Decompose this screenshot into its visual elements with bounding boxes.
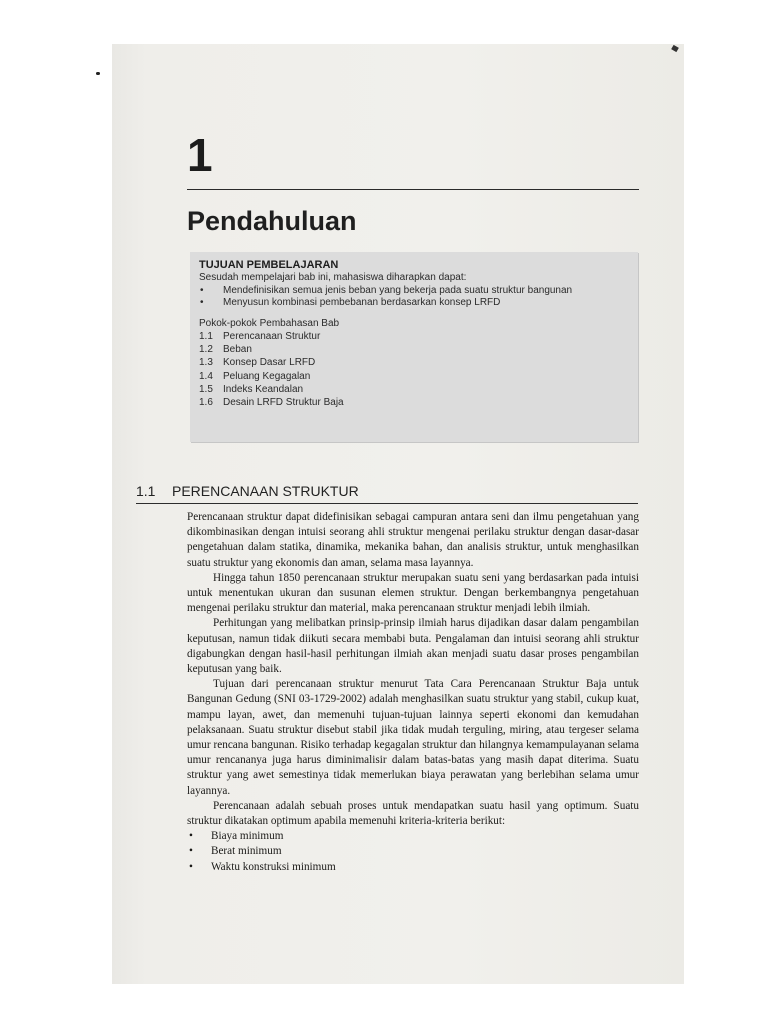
body-paragraph: Tujuan dari perencanaan struktur menurut Tata Cara Perencanaan Struktur Baja untuk Bangunan Gedung (SNI 03-1729-2002) adalah menghasilkan suatu struktur yang stabil, cukup kuat, mampu layan, awet, dan memenuhi tujuan-tujuan lainnya seperti ekonomi dan kemudahan pelaksanaan. Suatu struktur disebut stabil jika tidak mudah terguling, miring, atau tergeser selama umur rencana bangunan. Risiko terhadap kegagalan struktur dan hilangnya kemampulayanan selama umur rencananya juga harus diminimalisir dalam batas-batas yang masih dapat diterima. Suatu struktur yang awet semestinya tidak memerlukan biaya perawatan yang berlebihan selama umur layannya. (187, 678, 639, 797)
objective-text: Menyusun kombinasi pembebanan berdasarkan konsep LRFD (223, 297, 501, 308)
topic-text: Konsep Dasar LRFD (223, 357, 316, 369)
objective-text: Mendefinisikan semua jenis beban yang bekerja pada suatu struktur bangunan (223, 284, 573, 296)
body-paragraph: Perhitungan yang melibatkan prinsip-prinsip ilmiah harus dijadikan dasar dalam pengambilan keputusan, namun tidak diikuti secara membabi buta. Pengalaman dan intuisi seorang ahli struktur digabungkan dengan hasil-hasil perhitungan ilmiah akan menjadi suatu dasar proses pengambilan keputusan yang baik. (187, 617, 639, 676)
topic-number: 1.6 (199, 397, 213, 409)
section-body (187, 510, 639, 875)
topic-number: 1.1 (199, 331, 213, 342)
learning-objectives-box (190, 252, 638, 442)
topic-text: Perencanaan Struktur (223, 331, 321, 342)
bullet-icon: • (189, 845, 193, 858)
list-item (187, 860, 639, 875)
bullet-icon: • (200, 284, 204, 296)
chapter-divider (187, 189, 639, 190)
chapter-title: Pendahuluan (187, 206, 357, 236)
body-paragraph: Perencanaan struktur dapat didefinisikan sebagai campuran antara seni dan ilmu pengetahuan yang dikombinasikan dengan intuisi seorang ahli struktur mengenai perilaku struktur dengan dasar-dasar pengetahuan dalam statika, dinamika, mekanika bahan, dan analisis struktur, untuk menghasilkan suatu struktur yang ekonomis dan aman, selama masa layannya. (187, 511, 639, 569)
criteria-text: Berat minimum (211, 845, 282, 858)
bullet-icon: • (189, 860, 193, 873)
criteria-list (187, 829, 639, 875)
objectives-intro: Sesudah mempelajari bab ini, mahasiswa diharapkan dapat: (199, 272, 467, 283)
objectives-title: TUJUAN PEMBELAJARAN (199, 259, 339, 271)
topic-text: Desain LRFD Struktur Baja (223, 397, 344, 409)
criteria-text: Biaya minimum (211, 830, 284, 843)
objective-item (199, 297, 629, 310)
topic-number: 1.5 (199, 383, 213, 395)
topic-item (199, 343, 629, 356)
topic-text: Beban (223, 344, 252, 356)
topics-title: Pokok-pokok Pembahasan Bab (199, 317, 340, 329)
topic-number: 1.3 (199, 357, 213, 369)
topic-item (199, 356, 629, 369)
topic-item (199, 383, 629, 396)
list-item (187, 829, 639, 844)
body-paragraph: Perencanaan adalah sebuah proses untuk mendapatkan suatu hasil yang optimum. Suatu struktur dikatakan optimum apabila memenuhi kriteria-kriteria berikut: (187, 799, 639, 828)
ink-mark (96, 72, 100, 75)
topic-item (199, 330, 629, 343)
topic-text: Peluang Kegagalan (223, 370, 311, 382)
criteria-text: Waktu konstruksi minimum (211, 860, 336, 873)
bullet-icon: • (189, 830, 193, 843)
bullet-icon: • (200, 297, 204, 308)
section-heading (136, 482, 638, 504)
section-title: PERENCANAAN STRUKTUR (172, 483, 359, 499)
objective-item (199, 285, 629, 298)
topic-text: Indeks Keandalan (223, 383, 304, 395)
body-paragraph: Hingga tahun 1850 perencanaan struktur merupakan suatu seni yang berdasarkan pada intuisi untuk menentukan ukuran dan susunan elemen struktur. Dengan berkembangnya pengetahuan mengenai perilaku struktur dan material, maka perencanaan struktur menjadi lebih ilmiah. (187, 571, 639, 615)
topic-number: 1.2 (199, 344, 213, 356)
list-item (187, 844, 639, 859)
topic-number: 1.4 (199, 370, 213, 382)
topic-item (199, 396, 629, 409)
chapter-number: 1 (187, 129, 213, 181)
section-number: 1.1 (136, 483, 156, 499)
topic-item (199, 370, 629, 383)
